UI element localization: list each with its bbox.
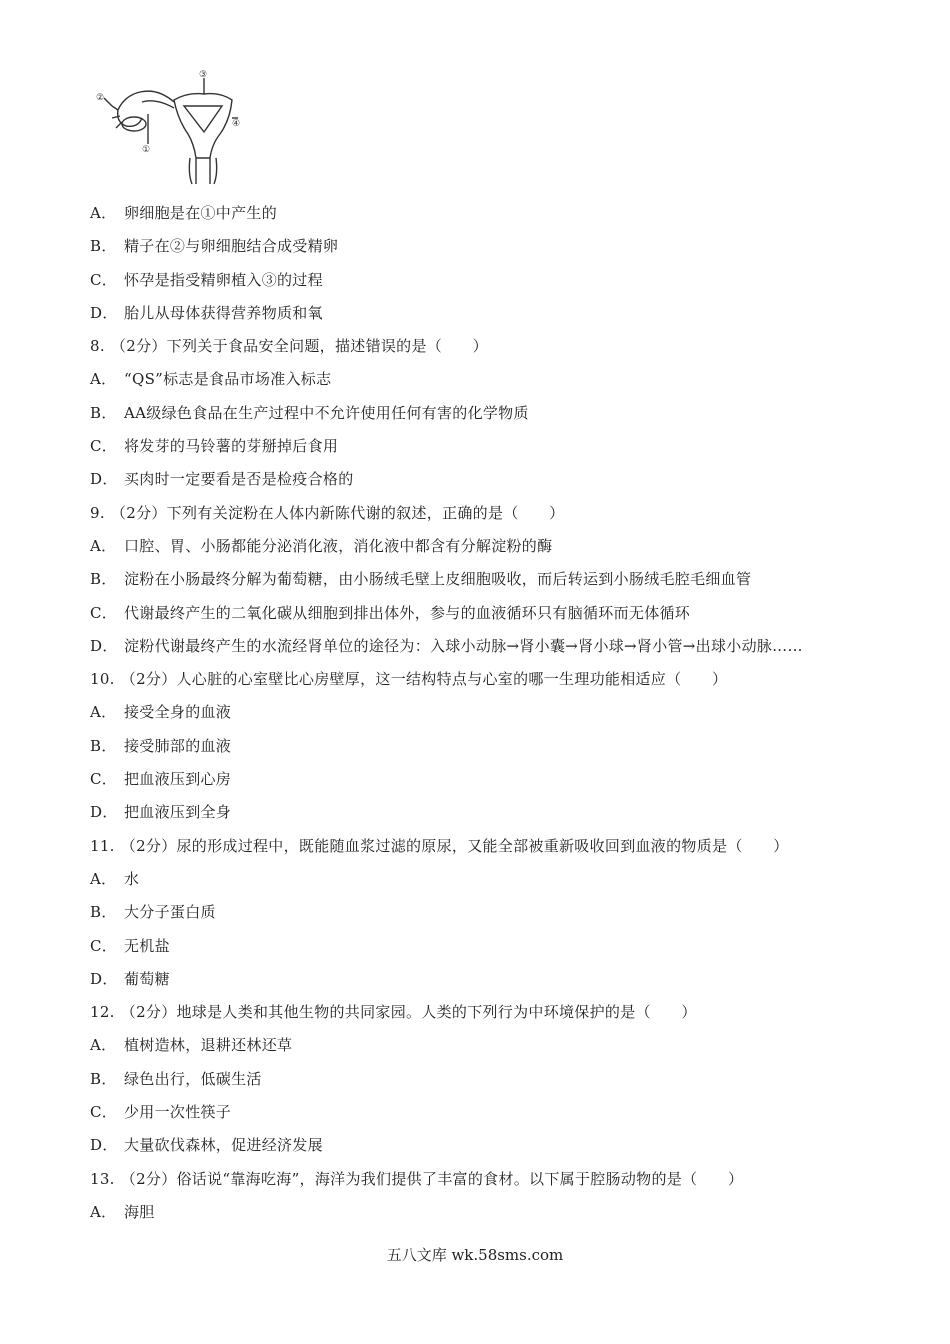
option-text: 卵细胞是在①中产生的 bbox=[124, 204, 278, 222]
option-letter: D． bbox=[90, 1136, 118, 1155]
question-stem bbox=[90, 333, 890, 366]
option-text: 接受肺部的血液 bbox=[124, 736, 232, 755]
question-list bbox=[90, 200, 890, 1232]
option-text: 将发芽的马铃薯的芽掰掉后食用 bbox=[124, 437, 339, 456]
reproductive-system-diagram bbox=[92, 66, 244, 188]
question-number: 8. bbox=[90, 337, 105, 356]
question-text: （2分）下列关于食品安全问题，描述错误的是（ ） bbox=[110, 337, 488, 356]
answer-option bbox=[90, 233, 890, 266]
question-text: （2分）尿的形成过程中，既能随血浆过滤的原尿，又能全部被重新吸收回到血液的物质是（ ） bbox=[120, 836, 789, 855]
label-1: ① bbox=[142, 145, 151, 155]
answer-option bbox=[90, 533, 890, 566]
option-text: “QS”标志是食品市场准入标志 bbox=[124, 370, 332, 389]
question-stem bbox=[90, 1166, 890, 1199]
label-4: ④ bbox=[232, 119, 241, 129]
question-text: （2分）俗话说“靠海吃海”，海洋为我们提供了丰富的食材。以下属于腔肠动物的是（ ） bbox=[120, 1169, 744, 1188]
option-letter: A． bbox=[90, 869, 117, 888]
option-text: 大量砍伐森林，促进经济发展 bbox=[124, 1136, 323, 1155]
question-stem bbox=[90, 666, 890, 699]
answer-option bbox=[90, 466, 890, 499]
option-text: 口腔、胃、小肠都能分泌消化液，消化液中都含有分解淀粉的酶 bbox=[124, 536, 553, 555]
option-letter: A． bbox=[90, 370, 117, 389]
answer-option bbox=[90, 433, 890, 466]
option-text: 胎儿从母体获得营养物质和氧 bbox=[124, 303, 323, 322]
answer-option bbox=[90, 1199, 890, 1232]
option-text: 葡萄糖 bbox=[124, 969, 170, 988]
answer-option bbox=[90, 400, 890, 433]
answer-option bbox=[90, 566, 890, 599]
question-text: （2分）人心脏的心室壁比心房壁厚，这一结构特点与心室的哪一生理功能相适应（ ） bbox=[120, 670, 728, 689]
answer-option bbox=[90, 1099, 890, 1132]
answer-option bbox=[90, 699, 890, 732]
label-2: ② bbox=[96, 93, 105, 103]
option-letter: C． bbox=[90, 603, 118, 622]
option-text: 把血液压到全身 bbox=[124, 803, 232, 822]
option-letter: B． bbox=[90, 1069, 117, 1088]
option-text: 淀粉在小肠最终分解为葡萄糖，由小肠绒毛壁上皮细胞吸收，而后转运到小肠绒毛腔毛细血管 bbox=[124, 570, 752, 589]
question-stem bbox=[90, 833, 890, 866]
answer-option bbox=[90, 899, 890, 932]
option-text: 买肉时一定要看是否是检疫合格的 bbox=[124, 470, 354, 489]
option-letter: A． bbox=[90, 1202, 117, 1221]
option-letter: D． bbox=[90, 636, 118, 655]
answer-option bbox=[90, 733, 890, 766]
option-letter: D． bbox=[90, 470, 118, 489]
option-text: 精子在②与卵细胞结合成受精卵 bbox=[124, 237, 339, 256]
option-letter: A． bbox=[90, 204, 117, 222]
option-text: 无机盐 bbox=[124, 936, 170, 955]
answer-option bbox=[90, 966, 890, 999]
option-text: 植树造林，退耕还林还草 bbox=[124, 1036, 293, 1055]
option-letter: B． bbox=[90, 736, 117, 755]
option-letter: D． bbox=[90, 969, 118, 988]
option-letter: C． bbox=[90, 770, 118, 789]
answer-option bbox=[90, 1132, 890, 1165]
option-letter: C． bbox=[90, 270, 118, 289]
option-text: 绿色出行，低碳生活 bbox=[124, 1069, 262, 1088]
answer-option bbox=[90, 933, 890, 966]
answer-option bbox=[90, 267, 890, 300]
answer-option bbox=[90, 300, 890, 333]
option-letter: A． bbox=[90, 536, 117, 555]
answer-option bbox=[90, 366, 890, 399]
question-number: 9. bbox=[90, 503, 105, 522]
question-number: 13. bbox=[90, 1169, 115, 1188]
option-letter: C． bbox=[90, 1103, 118, 1122]
option-text: 怀孕是指受精卵植入③的过程 bbox=[124, 270, 323, 289]
question-stem bbox=[90, 999, 890, 1032]
option-letter: D． bbox=[90, 303, 118, 322]
option-letter: B． bbox=[90, 903, 117, 922]
answer-option bbox=[90, 766, 890, 799]
answer-option bbox=[90, 799, 890, 832]
answer-option bbox=[90, 633, 890, 666]
option-letter: C． bbox=[90, 437, 118, 456]
answer-option bbox=[90, 600, 890, 633]
option-letter: D． bbox=[90, 803, 118, 822]
question-number: 12. bbox=[90, 1003, 115, 1022]
option-text: 水 bbox=[124, 869, 140, 888]
option-letter: B． bbox=[90, 237, 117, 256]
answer-option bbox=[90, 1066, 890, 1099]
question-number: 10. bbox=[90, 670, 115, 689]
answer-option bbox=[90, 1032, 890, 1065]
footer-watermark: 五八文库 wk.58sms.com bbox=[386, 1246, 564, 1264]
option-text: 接受全身的血液 bbox=[124, 703, 232, 722]
option-text: 把血液压到心房 bbox=[124, 770, 232, 789]
option-text: 少用一次性筷子 bbox=[124, 1103, 232, 1122]
option-text: AA级绿色食品在生产过程中不允许使用任何有害的化学物质 bbox=[124, 403, 529, 422]
option-letter: B． bbox=[90, 570, 117, 589]
answer-option bbox=[90, 866, 890, 899]
answer-option bbox=[90, 200, 890, 233]
question-text: （2分）地球是人类和其他生物的共同家园。人类的下列行为中环境保护的是（ ） bbox=[120, 1003, 697, 1022]
option-letter: C． bbox=[90, 936, 118, 955]
option-letter: A． bbox=[90, 703, 117, 722]
option-text: 大分子蛋白质 bbox=[124, 903, 216, 922]
option-text: 代谢最终产生的二氧化碳从细胞到排出体外，参与的血液循环只有脑循环而无体循环 bbox=[124, 603, 691, 622]
label-3: ③ bbox=[199, 70, 208, 80]
option-text: 淀粉代谢最终产生的水流经肾单位的途径为：入球小动脉→肾小囊→肾小球→肾小管→出球小动脉…… bbox=[124, 636, 803, 655]
question-number: 11. bbox=[90, 836, 115, 855]
question-stem bbox=[90, 500, 890, 533]
option-text: 海胆 bbox=[124, 1202, 155, 1221]
option-letter: B． bbox=[90, 403, 117, 422]
option-letter: A． bbox=[90, 1036, 117, 1055]
question-text: （2分）下列有关淀粉在人体内新陈代谢的叙述，正确的是（ ） bbox=[110, 503, 565, 522]
